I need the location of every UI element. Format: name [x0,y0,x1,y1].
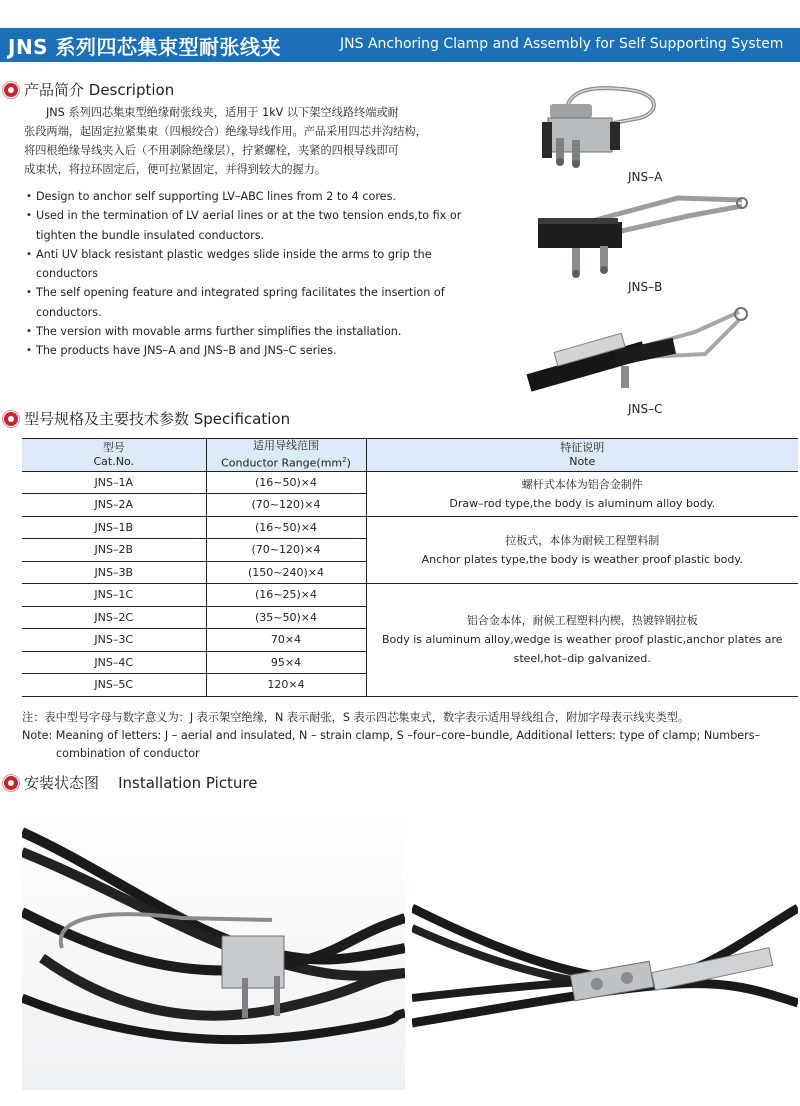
jns-c-clamp-image [525,298,775,402]
installation-photo-b [412,808,798,1090]
note-group-b: 拉板式，本体为耐候工程塑料制 Anchor plates type,the body is weather proof plastic body. [366,516,798,584]
list-item: • Anti UV black resistant plastic wedges slide inside the arms to grip the conductors [26,245,466,284]
description-heading: 产品简介 Description [4,79,174,100]
page-subtitle: JNS Anchoring Clamp and Assembly for Self Supporting System [340,36,784,52]
description-bullets [26,187,466,361]
table-row: JNS–1C (16~25)×4 铝合金本体，耐候工程塑料内楔，热镀锌钢拉板 Body is aluminum alloy,wedge is weather proof plastic,anchor plates are steel,hot–dip galvanized. [22,584,798,607]
jns-b-label: JNS–B [628,280,663,294]
installation-heading: 安装状态图 Installation Picture [4,772,258,793]
table-row: JNS–3C 70×4 [22,629,798,652]
table-row: JNS–3B (150~240)×4 [22,561,798,584]
section-bullet-icon [4,83,18,97]
column-header-cat: 型号 Cat.No. [22,439,206,472]
list-item: • The version with movable arms further simplifies the installation. [26,322,466,341]
table-header-row [22,439,798,472]
table-row: JNS–2A (70~120)×4 [22,494,798,517]
table-row: JNS–5C 120×4 [22,674,798,697]
jns-b-clamp-image [528,188,758,284]
column-header-range: 适用导线范围 Conductor $Range(mm^2)$ [206,439,366,472]
jns-c-label: JNS–C [628,402,663,416]
list-item: • The products have JNS–A and JNS–B and JNS–C series. [26,341,466,360]
page-header [0,0,800,66]
description-cn: JNS 系列四芯集束型绝缘耐张线夹，适用于 1kV 以下架空线路终端或耐 张段两端，起固定拉紧集束（四根绞合）绝缘导线作用。产品采用四芯并沟结构， 将四根绝缘导线夹入后（不用剥除绝缘层），拧紧螺栓，夹紧的四根导线即可 成束状，将拉环固定后，便可拉紧固定，并得到较大的握力。 [24,106,427,176]
table-row: JNS–1A (16~50)×4 螺杆式本体为铝合金制件 Draw–rod type,the body is aluminum alloy body. [22,471,798,494]
header-bar [0,28,800,62]
column-header-note: 特征说明 Note [366,439,798,472]
table-row: JNS–2B (70~120)×4 [22,539,798,562]
specification-table [22,438,798,697]
note-group-c: 铝合金本体，耐候工程塑料内楔，热镀锌钢拉板 Body is aluminum alloy,wedge is weather proof plastic,anchor plates are steel,hot–dip galvanized. [366,584,798,697]
list-item: • Design to anchor self supporting LV–ABC lines from 2 to 4 cores. [26,187,466,206]
list-item: • The self opening feature and integrated spring facilitates the insertion of conductors. [26,283,466,322]
jns-a-clamp-image [520,82,670,170]
table-row: JNS–2C (35~50)×4 [22,606,798,629]
section-bullet-icon [4,412,18,426]
page-title: JNS 系列四芯集束型耐张线夹 [8,35,282,59]
list-item: • Used in the termination of LV aerial lines or at the two tension ends,to fix or tighten the bundle insulated conductors. [26,206,466,245]
installation-photo-a [22,808,405,1090]
jns-a-label: JNS–A [628,170,663,184]
table-row: JNS–4C 95×4 [22,651,798,674]
section-bullet-icon [4,776,18,790]
table-row: JNS–1B (16~50)×4 拉板式，本体为耐候工程塑料制 Anchor plates type,the body is weather proof plastic body. [22,516,798,539]
specification-heading: 型号规格及主要技术参数 Specification [4,408,290,429]
note-group-a: 螺杆式本体为铝合金制件 Draw–rod type,the body is aluminum alloy body. [366,471,798,516]
footnotes: 注：表中型号字母与数字意义为：J 表示架空绝缘，N 表示耐张，S 表示四芯集束式，数字表示适用导线组合，附加字母表示线夹类型。 Note: Meaning of letters: J – aerial and insulated, N – strain clamp, S –four–core–bundle, Additional letters: type of clamp; Numbers– combination of conductor [22,711,761,760]
